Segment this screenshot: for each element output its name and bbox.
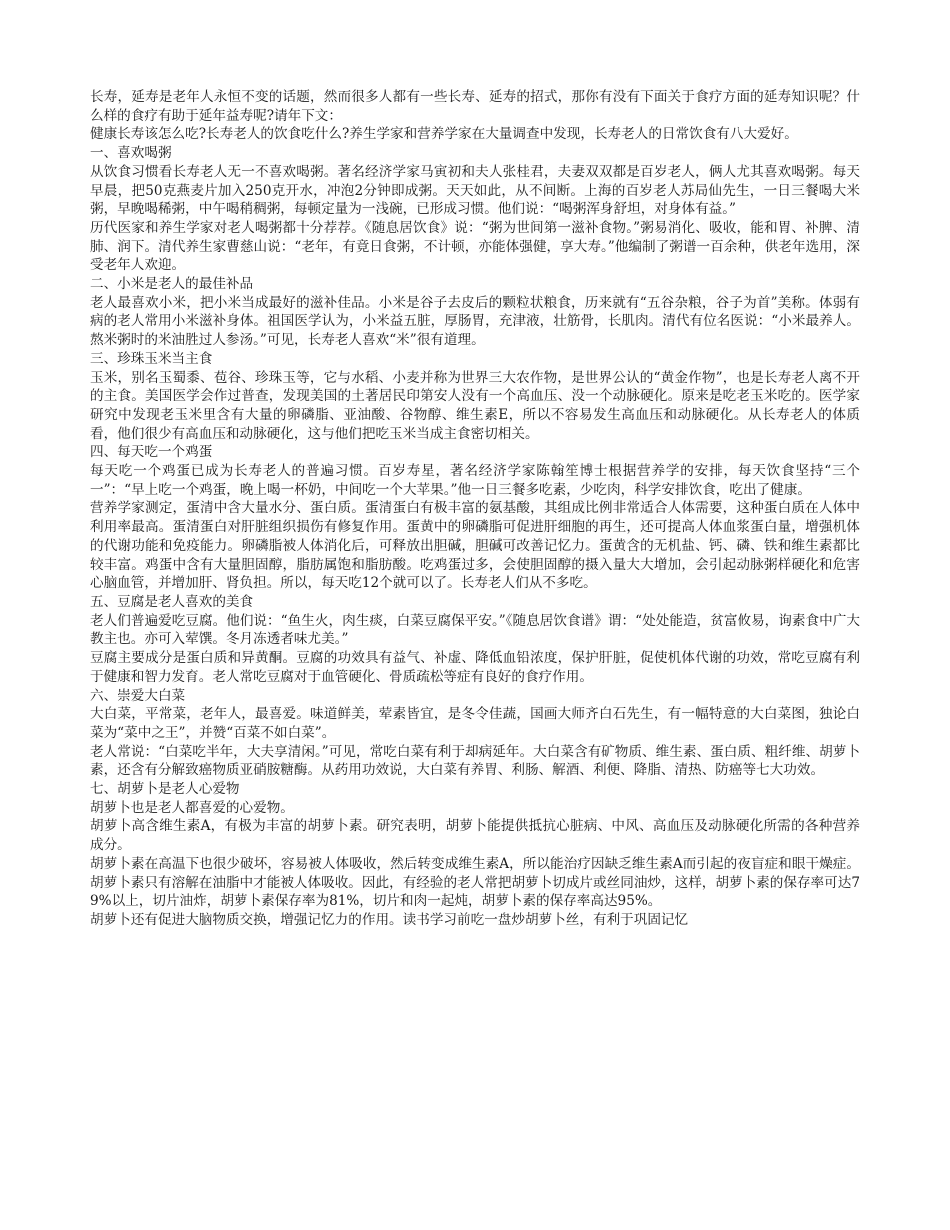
section-heading: 一、喜欢喝粥 [90, 145, 172, 162]
body-paragraph: 胡萝卜高含维生素A，有极为丰富的胡萝卜素。研究表明，胡萝卜能提供抵抗心脏病、中风、高血压及动脉硬化所需的各种营养成分。 [90, 818, 860, 854]
intro-paragraph: 长寿，延寿是老年人永恒不变的话题，然而很多人都有一些长寿、延寿的招式，那你有没有下面关于食疗方面的延寿知识呢？什么样的食疗有助于延年益寿呢?请年下文： [90, 89, 860, 124]
body-paragraph: 胡萝卜也是老人都喜爱的心爱物。 [90, 799, 294, 816]
section-heading: 六、崇爱大白菜 [90, 687, 186, 704]
section-heading: 三、珍珠玉米当主食 [90, 350, 213, 367]
body-paragraph: 老人们普遍爱吃豆腐。他们说：“鱼生火，肉生痰，白菜豆腐保平安。”《随息居饮食谱》谓：“处处能造，贫富攸易，询素食中广大教主也。亦可入荤馔。冬月冻透者味尤美。” [90, 612, 860, 648]
body-paragraph: 胡萝卜还有促进大脑物质交换，增强记忆力的作用。读书学习前吃一盘炒胡萝卜丝，有利于巩固记忆 [90, 911, 689, 928]
body-paragraph: 历代医家和养生学家对老人喝粥都十分荐荐。《随息居饮食》说：“粥为世间第一滋补食物。”粥易消化、吸收，能和胃、补脾、清肺、润下。清代养生家曹慈山说：“老年，有竟日食粥，不计顿，亦能体强健，享大寿。”他编制了粥谱一百余种，供老年选用，深受老年人欢迎。 [90, 219, 860, 274]
section-heading: 七、胡萝卜是老人心爱物 [90, 781, 240, 798]
body-paragraph: 大白菜，平常菜，老年人，最喜爱。味道鲜美，荤素皆宜，是冬令佳蔬，国画大师齐白石先生，有一幅特意的大白菜图，独论白菜为“菜中之王”，并赞“百菜不如白菜”。 [90, 706, 860, 741]
body-paragraph: 每天吃一个鸡蛋已成为长寿老人的普遍习惯。百岁寿星，著名经济学家陈翰笙博士根据营养学的安排，每天饮食坚持“三个一”：“早上吃一个鸡蛋，晚上喝一杯奶，中间吃一个大苹果。”他一日三餐多吃素，少吃肉，科学安排饮食，吃出了健康。 [90, 463, 860, 498]
section-heading: 四、每天吃一个鸡蛋 [90, 444, 213, 461]
intro-paragraph: 健康长寿该怎么吃?长寿老人的饮食吃什么?养生学家和营养学家在大量调查中发现，长寿老人的日常饮食有八大爱好。 [90, 126, 798, 143]
body-paragraph: 玉米，别名玉蜀黍、苞谷、珍珠玉等，它与水稻、小麦并称为世界三大农作物，是世界公认的“黄金作物”，也是长寿老人离不开的主食。美国医学会作过普查，发现美国的土著居民印第安人没有一个高血压、没一个动脉硬化。原来是吃老玉米吃的。医学家研究中发现老玉米里含有大量的卵磷脂、亚油酸、谷物醇、维生素E，所以不容易发生高血压和动脉硬化。从长寿老人的体质看，他们很少有高血压和动脉硬化，这与他们把吃玉米当成主食密切相关。 [90, 369, 860, 442]
body-paragraph: 营养学家测定，蛋清中含大量水分、蛋白质。蛋清蛋白有极丰富的氨基酸，其组成比例非常适合人体需要，这种蛋白质在人体中利用率最高。蛋清蛋白对肝脏组织损伤有修复作用。蛋黄中的卵磷脂可促进肝细胞的再生，还可提高人体血浆蛋白量，增强机体的代谢功能和免疫能力。卵磷脂被人体消化后，可释放出胆碱，胆碱可改善记忆力。蛋黄含的无机盐、钙、磷、铁和维生素都比较丰富。鸡蛋中含有大量胆固醇，脂肪属饱和脂肪酸。吃鸡蛋过多，会使胆固醇的摄入量大大增加，会引起动脉粥样硬化和危害心脑血管，并增加肝、肾负担。所以，每天吃12个就可以了。长寿老人们从不多吃。 [90, 500, 860, 592]
body-paragraph: 老人最喜欢小米，把小米当成最好的滋补佳品。小米是谷子去皮后的颗粒状粮食，历来就有“五谷杂粮，谷子为首”美称。体弱有病的老人常用小米滋补身体。祖国医学认为，小米益五脏，厚肠胃，充津液，壮筋骨，长肌肉。清代有位名医说：“小米最养人。熬米粥时的米油胜过人参汤。”可见，长寿老人喜欢“米”很有道理。 [90, 294, 860, 349]
body-paragraph: 豆腐主要成分是蛋白质和异黄酮。豆腐的功效具有益气、补虚、降低血铅浓度，保护肝脏，促使机体代谢的功效，常吃豆腐有利于健康和智力发育。老人常吃豆腐对于血管硬化、骨质疏松等症有良好的食疗作用。 [90, 650, 860, 685]
body-paragraph: 老人常说：“白菜吃半年，大夫享清闲。”可见，常吃白菜有利于却病延年。大白菜含有矿物质、维生素、蛋白质、粗纤维、胡萝卜素，还含有分解致癌物质亚硝胺糖酶。从药用功效说，大白菜有养胃、利肠、解酒、利便、降脂、清热、防癌等七大功效。 [90, 743, 860, 779]
section-heading: 二、小米是老人的最佳补品 [90, 276, 254, 293]
section-heading: 五、豆腐是老人喜欢的美食 [90, 593, 254, 610]
body-paragraph: 胡萝卜素在高温下也很少破坏，容易被人体吸收，然后转变成维生素A，所以能治疗因缺乏维生素A而引起的夜盲症和眼干燥症。胡萝卜素只有溶解在油脂中才能被人体吸收。因此，有经验的老人常把胡萝卜切成片或丝同油炒，这样，胡萝卜素的保存率可达79%以上，切片油炸，胡萝卜素保存率为81%，切片和肉一起炖，胡萝卜素的保存率高达95%。 [90, 855, 860, 910]
body-paragraph: 从饮食习惯看长寿老人无一不喜欢喝粥。著名经济学家马寅初和夫人张桂君，夫妻双双都是百岁老人，俩人尤其喜欢喝粥。每天早晨，把50克燕麦片加入250克开水，冲泡2分钟即成粥。天天如此，从不间断。上海的百岁老人苏局仙先生，一日三餐喝大米粥，早晚喝稀粥，中午喝稍稠粥，每顿定量为一浅碗，已形成习惯。他们说：“喝粥浑身舒坦，对身体有益。” [90, 163, 860, 218]
